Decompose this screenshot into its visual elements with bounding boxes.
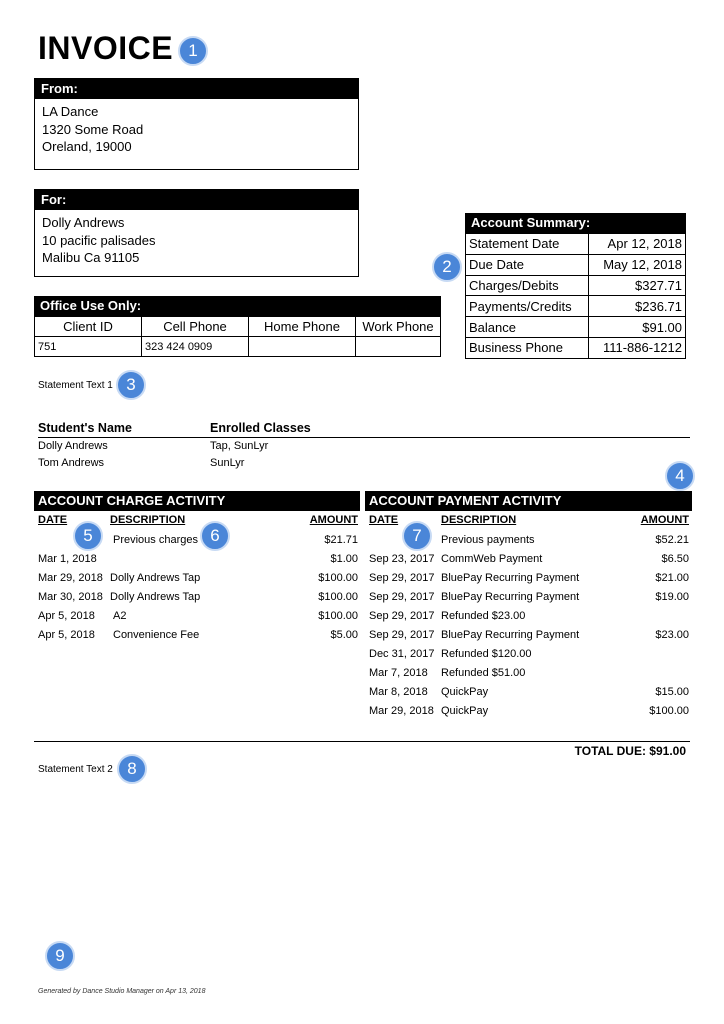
from-line-1: LA Dance xyxy=(42,104,99,119)
callout-badge-2: 2 xyxy=(432,252,462,282)
charges-col-amount: AMOUNT xyxy=(309,514,358,526)
charge-description: A2 xyxy=(113,610,127,622)
payment-date: Sep 29, 2017 xyxy=(369,610,435,622)
payment-row xyxy=(369,705,689,724)
charge-description: Dolly Andrews Tap xyxy=(110,591,201,603)
charge-amount: $5.00 xyxy=(330,629,358,641)
summary-label: Due Date xyxy=(466,254,589,275)
summary-row xyxy=(466,254,686,275)
office-heading: Office Use Only: xyxy=(34,296,441,316)
payment-date: Sep 29, 2017 xyxy=(369,629,435,641)
office-client-id: 751 xyxy=(35,337,142,357)
summary-row xyxy=(466,296,686,317)
payment-description: BluePay Recurring Payment xyxy=(441,572,580,584)
payment-date: Mar 29, 2018 xyxy=(369,705,434,717)
summary-label: Payments/Credits xyxy=(466,296,589,317)
office-table xyxy=(34,316,441,357)
payments-col-date: DATE xyxy=(369,514,399,526)
charge-amount: $21.71 xyxy=(324,534,358,546)
payment-row xyxy=(369,629,689,648)
charge-amount: $100.00 xyxy=(318,591,358,603)
student-row xyxy=(38,455,690,472)
office-col-home-phone: Home Phone xyxy=(249,317,356,337)
summary-row xyxy=(466,337,686,358)
total-divider xyxy=(34,741,690,742)
summary-value: 111-886-1212 xyxy=(589,337,686,358)
charge-description: Convenience Fee xyxy=(113,629,200,641)
summary-row xyxy=(466,275,686,296)
charge-date: Apr 5, 2018 xyxy=(38,610,95,622)
payment-row xyxy=(369,667,689,686)
payment-activity-heading: ACCOUNT PAYMENT ACTIVITY xyxy=(365,491,692,511)
student-name: Dolly Andrews xyxy=(38,440,108,452)
payment-amount: $21.00 xyxy=(655,572,689,584)
from-heading: From: xyxy=(35,79,358,99)
charge-row xyxy=(38,572,358,591)
payment-amount: $6.50 xyxy=(661,553,689,565)
callout-badge-4: 4 xyxy=(665,461,695,491)
for-line-2: 10 pacific palisades xyxy=(42,232,156,248)
charges-col-description: DESCRIPTION xyxy=(110,514,186,526)
summary-heading: Account Summary: xyxy=(465,213,686,233)
students-section xyxy=(38,421,690,471)
charge-date: Mar 29, 2018 xyxy=(38,572,103,584)
callout-badge-8: 8 xyxy=(117,754,147,784)
payment-description: CommWeb Payment xyxy=(441,553,543,565)
from-line-3: Oreland, 19000 xyxy=(42,139,132,154)
summary-value: May 12, 2018 xyxy=(589,254,686,275)
from-box xyxy=(34,78,359,170)
total-due: TOTAL DUE: $91.00 xyxy=(574,744,686,758)
callout-badge-3: 3 xyxy=(116,370,146,400)
payment-date: Dec 31, 2017 xyxy=(369,648,435,660)
payment-row xyxy=(369,534,689,553)
callout-badge-9: 9 xyxy=(45,941,75,971)
charge-row xyxy=(38,629,358,648)
payment-amount: $52.21 xyxy=(655,534,689,546)
for-line-1: Dolly Andrews xyxy=(42,215,125,230)
payment-date: Sep 23, 2017 xyxy=(369,553,435,565)
summary-value: $327.71 xyxy=(589,275,686,296)
charge-description: Dolly Andrews Tap xyxy=(110,572,201,584)
payments-col-amount: AMOUNT xyxy=(640,514,689,526)
summary-value: $236.71 xyxy=(589,296,686,317)
office-cell-phone: 323 424 0909 xyxy=(142,337,249,357)
payment-description: QuickPay xyxy=(441,705,489,717)
office-col-client-id: Client ID xyxy=(35,317,142,337)
charge-row xyxy=(38,610,358,629)
payments-col-description: DESCRIPTION xyxy=(441,514,517,526)
charge-date: Mar 1, 2018 xyxy=(38,553,97,565)
payment-row xyxy=(369,648,689,667)
callout-badge-6: 6 xyxy=(200,521,230,551)
students-header-name: Student's Name xyxy=(38,421,132,435)
charge-date: Apr 5, 2018 xyxy=(38,629,95,641)
callout-badge-7: 7 xyxy=(402,521,432,551)
payment-description: Refunded $120.00 xyxy=(441,648,532,660)
payment-date: Sep 29, 2017 xyxy=(369,572,435,584)
office-work-phone xyxy=(356,337,441,357)
summary-value: $91.00 xyxy=(589,317,686,338)
summary-label: Statement Date xyxy=(466,234,589,255)
charge-amount: $100.00 xyxy=(318,572,358,584)
statement-text-2: Statement Text 2 xyxy=(38,764,113,775)
payment-description: BluePay Recurring Payment xyxy=(441,591,580,603)
invoice-title: INVOICE xyxy=(38,30,174,66)
student-name: Tom Andrews xyxy=(38,456,105,469)
for-box xyxy=(34,189,359,277)
charge-date: Mar 30, 2018 xyxy=(38,591,103,603)
payment-description: Previous payments xyxy=(441,534,535,546)
office-col-work-phone: Work Phone xyxy=(356,317,441,337)
for-heading: For: xyxy=(35,190,358,210)
payment-row xyxy=(369,686,689,705)
footer-generated-by: Generated by Dance Studio Manager on Apr 13, 2018 xyxy=(38,988,206,995)
payment-date: Mar 7, 2018 xyxy=(369,667,428,679)
students-header-classes: Enrolled Classes xyxy=(210,421,311,435)
payment-row xyxy=(369,591,689,610)
summary-row xyxy=(466,317,686,338)
payment-amount: $15.00 xyxy=(655,686,689,698)
payment-amount: $19.00 xyxy=(655,591,689,603)
payment-description: BluePay Recurring Payment xyxy=(441,629,580,641)
office-col-cell-phone: Cell Phone xyxy=(142,317,249,337)
office-use-section xyxy=(34,296,441,357)
payment-date: Sep 29, 2017 xyxy=(369,591,435,603)
charges-col-date: DATE xyxy=(38,514,68,526)
from-line-2: 1320 Some Road xyxy=(42,121,144,137)
callout-badge-5: 5 xyxy=(73,521,103,551)
payment-amount: $23.00 xyxy=(655,629,689,641)
payment-row xyxy=(369,572,689,591)
payment-amount: $100.00 xyxy=(649,705,689,717)
payment-description: Refunded $23.00 xyxy=(441,610,526,622)
summary-label: Balance xyxy=(466,317,589,338)
payment-date: Mar 8, 2018 xyxy=(369,686,428,698)
for-line-3: Malibu Ca 91105 xyxy=(42,250,140,265)
charge-description: Previous charges xyxy=(113,534,198,546)
student-classes: SunLyr xyxy=(210,456,245,469)
charge-row xyxy=(38,591,358,610)
charge-amount: $100.00 xyxy=(318,610,358,622)
summary-table xyxy=(465,233,686,359)
charge-row xyxy=(38,553,358,572)
payment-description: Refunded $51.00 xyxy=(441,667,526,679)
summary-label: Business Phone xyxy=(466,337,589,358)
summary-label: Charges/Debits xyxy=(466,275,589,296)
payment-row xyxy=(369,553,689,572)
office-home-phone xyxy=(249,337,356,357)
charge-amount: $1.00 xyxy=(330,553,358,565)
statement-text-1: Statement Text 1 xyxy=(38,380,113,391)
callout-badge-1: 1 xyxy=(178,36,208,66)
account-summary xyxy=(465,213,686,359)
payment-row xyxy=(369,610,689,629)
student-row xyxy=(38,438,690,455)
summary-row xyxy=(466,234,686,255)
student-classes: Tap, SunLyr xyxy=(210,440,269,452)
payment-description: QuickPay xyxy=(441,686,489,698)
charge-row xyxy=(38,534,358,553)
charge-activity-heading: ACCOUNT CHARGE ACTIVITY xyxy=(34,491,360,511)
summary-value: Apr 12, 2018 xyxy=(589,234,686,255)
